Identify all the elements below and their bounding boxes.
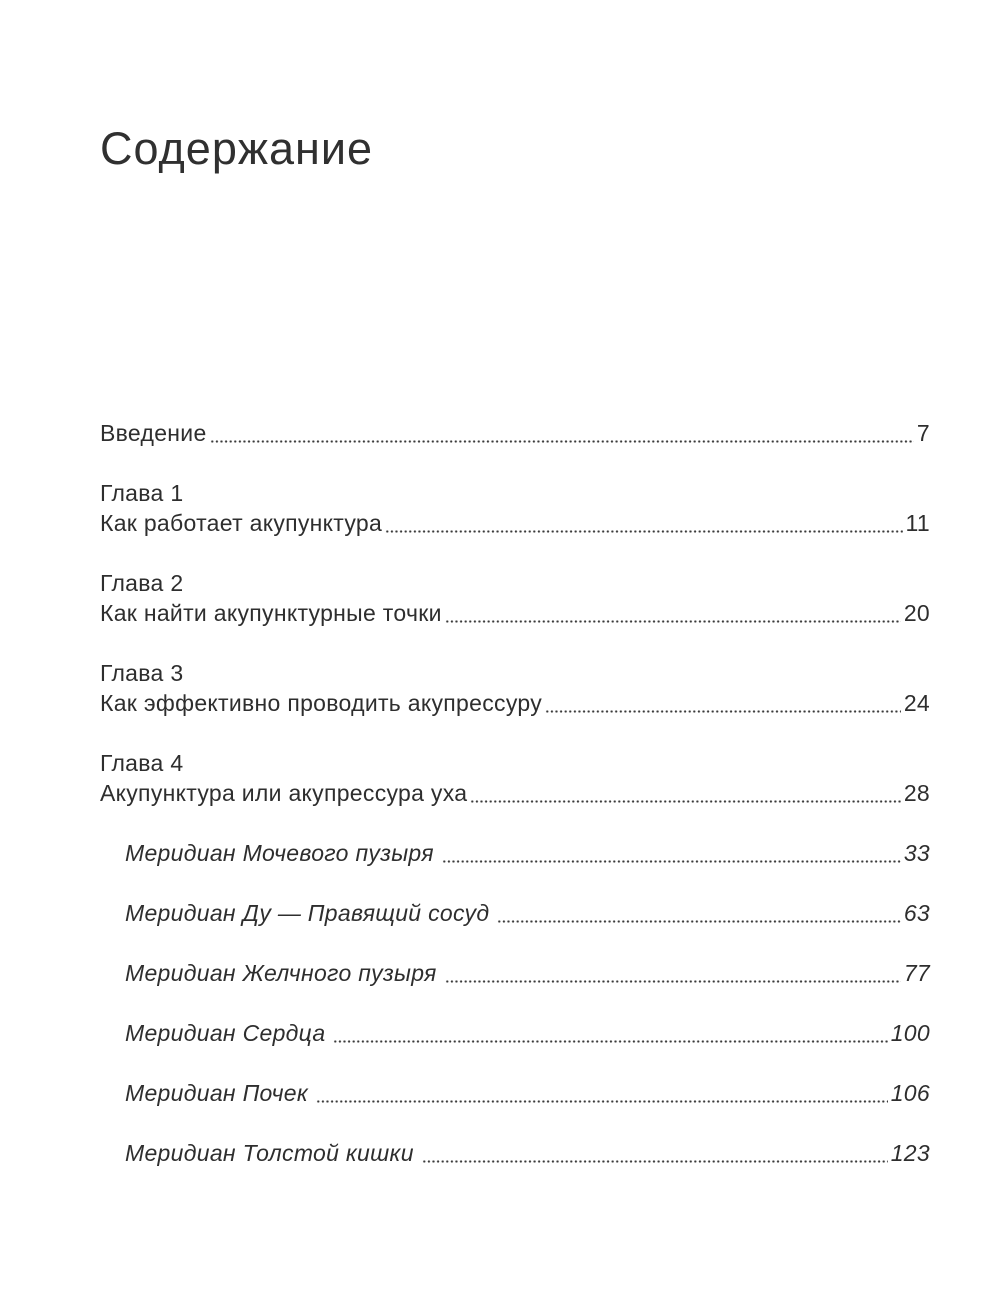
chapter-heading: Глава 1 <box>100 480 184 506</box>
toc-entry-page: 106 <box>890 1080 930 1106</box>
toc-entry-page: 11 <box>905 510 930 536</box>
toc-entry-label: Меридиан Желчного пузыря <box>125 960 437 986</box>
toc-entry-label: Меридиан Мочевого пузыря <box>125 840 434 866</box>
chapter-heading: Глава 2 <box>100 570 184 596</box>
toc-entry-page: 20 <box>903 600 930 626</box>
toc-entry-label: Введение <box>100 420 207 446</box>
toc-block <box>125 898 930 928</box>
toc-entry <box>125 958 930 988</box>
toc-entry-page: 7 <box>916 420 930 446</box>
toc-entry <box>100 508 930 538</box>
dot-leader <box>210 440 914 443</box>
toc-entry <box>125 838 930 868</box>
toc-block <box>100 748 930 808</box>
toc-entry-label: Меридиан Толстой кишки <box>125 1140 414 1166</box>
toc-entry-label: Акупунктура или акупрессура уха <box>100 780 468 806</box>
dot-leader <box>442 860 901 863</box>
toc-entry <box>100 778 930 808</box>
toc-block <box>125 1018 930 1048</box>
dot-leader <box>316 1100 888 1103</box>
toc-entry <box>125 898 930 928</box>
toc-block <box>100 418 930 448</box>
toc-entry-page: 28 <box>903 780 930 806</box>
dot-leader <box>422 1160 888 1163</box>
chapter-heading: Глава 3 <box>100 660 184 686</box>
toc-entry <box>125 1138 930 1168</box>
toc-block <box>100 568 930 628</box>
toc-block <box>125 1138 930 1168</box>
toc-block <box>100 658 930 718</box>
page-title: Содержание <box>100 123 373 174</box>
toc-entry-label: Меридиан Сердца <box>125 1020 326 1046</box>
dot-leader <box>470 800 900 803</box>
toc-entry-page: 100 <box>890 1020 930 1046</box>
toc-block <box>125 838 930 868</box>
toc-entry-label: Как работает акупунктура <box>100 510 383 536</box>
toc-entry <box>125 1018 930 1048</box>
toc-entry <box>100 688 930 718</box>
toc-entry-page: 123 <box>890 1140 930 1166</box>
toc-entry-page: 63 <box>903 900 930 926</box>
toc-block <box>125 1078 930 1108</box>
toc-block <box>100 478 930 538</box>
toc-entry-page: 24 <box>903 690 930 716</box>
chapter-heading: Глава 4 <box>100 750 184 776</box>
dot-leader <box>385 530 902 533</box>
dot-leader <box>497 920 900 923</box>
dot-leader <box>445 620 901 623</box>
toc-entry <box>125 1078 930 1108</box>
toc-entry <box>100 598 930 628</box>
toc-entry-label: Меридиан Ду — Правящий сосуд <box>125 900 490 926</box>
dot-leader <box>333 1040 887 1043</box>
toc-block <box>125 958 930 988</box>
toc-entry-label: Как эффективно проводить акупрессуру <box>100 690 543 716</box>
toc-entry-label: Меридиан Почек <box>125 1080 309 1106</box>
toc-entry-label: Как найти акупунктурные точки <box>100 600 442 626</box>
table-of-contents <box>100 418 930 1168</box>
toc-entry <box>100 418 930 448</box>
dot-leader <box>445 980 901 983</box>
toc-entry-page: 33 <box>903 840 930 866</box>
dot-leader <box>545 710 901 713</box>
toc-entry-page: 77 <box>903 960 930 986</box>
